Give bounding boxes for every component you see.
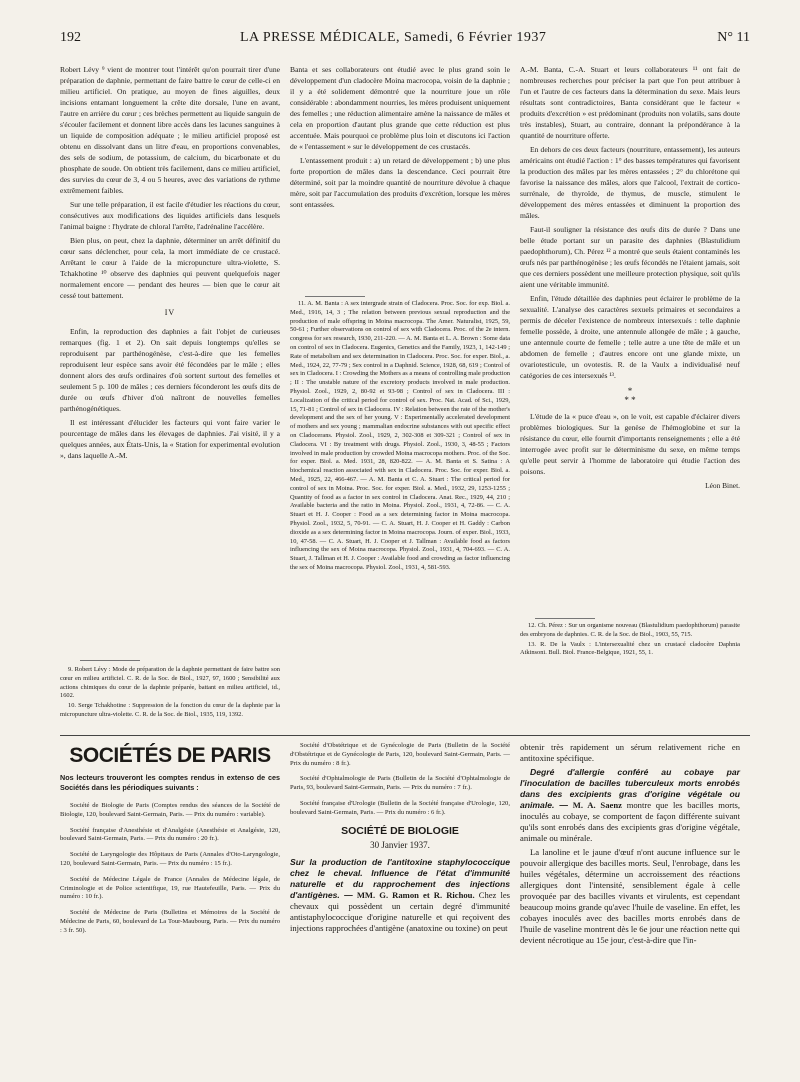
footnote-rule — [80, 660, 140, 661]
societe-entry: Société de Biologie de Paris (Comptes rendus des séances de la Société de Biologie, 120, boulevard Saint-Germain, Paris. — Prix du numéro : variable). — [60, 802, 280, 818]
item-text: obtenir très rapidement un sérum relativement riche en antitoxine spécifique. — [520, 742, 740, 763]
biologie-title: SOCIÉTÉ DE BIOLOGIE — [341, 824, 459, 837]
footnotes-col2 — [290, 300, 510, 574]
separator-stars: * * * — [624, 386, 636, 405]
paragraph: Bien plus, on peut, chez la daphnie, déterminer un arrêt définitif du cœur sans déclencher, pour cela, la mort immédiate de ce crustacé. Arrêtant le cœur à l'aide de la micropuncture ultra-violette, S. Tchakhotine ¹⁰ observe des daphnies qui peuvent quelquefois nager normalement encore — pendant des heures — bien que le cœur ait cessé tout battement. — [60, 236, 280, 300]
author-signature: Léon Binet. — [705, 481, 740, 490]
societe-entry: Société française d'Urologie (Bulletin de la Société française d'Urologie, 120, boulevard Saint-Germain, Paris. — Prix du numéro : 6 fr.). — [290, 799, 510, 816]
footnote: 9. Robert Lévy : Mode de préparation de la daphnie permettant de faire battre son cœur en milieu artificiel. C. R. de la Soc. de Biol., 1927, 97, 1600 ; Sensibilité aux actions chimiques du cœur de la daphnie préparée, battant en milieu artificiel, id., 1602. — [60, 666, 280, 700]
paragraph: L'étude de la « puce d'eau », on le voit, est capable d'éclairer divers problèmes biologiques. Sur la genèse de l'hémoglobine et sur la résistance du cœur, elle fournit d'importants renseignements ; elle a été interrogée avec profit sur le déterminisme du sexe, en même temps qu'elle peut servir à l'homme de laboratoire qui étudie l'action des poisons. — [520, 412, 740, 476]
page-header — [60, 30, 750, 52]
paragraph: Il est intéressant d'élucider les facteurs qui vont faire varier le pourcentage de mâles dans les élevages de daphnies. J'ai visité, il y a quelques années, aux États-Unis, la « Station for experimental evolution », dans laquelle A.-M. — [60, 418, 280, 460]
paragraph: Enfin, la reproduction des daphnies a fait l'objet de curieuses remarques (fig. 1 et 2). On sait depuis longtemps qu'elles se reproduisent par parthénogénèse, c'est-à-dire que les femelles reproduisent leur espèce sans avoir été fécondées par le mâle ; elles donnent alors des œufs ordinaires d'où sortent surtout des femelles et seulement 5 p. 100 de mâles ; ces derniers féconderont les œufs dits de durée ou œufs d'hiver d'où naîtront de nouvelles femelles parthénogénétiques. — [60, 327, 280, 413]
item-authors: MM. G. Ramon et R. Richou. — [356, 889, 475, 900]
paragraph: Enfin, l'étude détaillée des daphnies peut éclairer le problème de la sexualité. L'analyse des caractères sexuels primaires et secondaires a permis de déceler l'existence de nombreux intersexués : telle daphnie femelle possède, à droite, une antennule allongée de mâle ; à gauche, une antennule courte de femelle ; telle autre a une tête de mâle et un abdomen de femelle ; d'autres encore ont une glande mixte, un ovariotesticule, un ovotestis. R. de la Vaulx a individualisé neuf catégories de ces intersexués ¹³. — [520, 294, 740, 380]
societe-entry: Société de Médecine Légale de France (Annales de Médecine légale, de Criminologie et de Police scientifique, 19, rue Hautefeuille, Paris. — Prix du numéro : 10 fr.). — [60, 875, 280, 901]
item-text: montre que les bacilles morts, inoculés au cobaye, se comportent de façon différente suivant qu'ils sont enrobés dans des excipients gras d'origine végétale, animale ou minérale. — [520, 800, 740, 843]
biologie-column-3 — [520, 742, 740, 949]
societes-column-2 — [290, 742, 510, 937]
biologie-item — [520, 767, 740, 844]
paragraph: Faut-il souligner la résistance des œufs dits de durée ? Dans une belle étude portant sur un parasite des daphnies (Blastulidium paedophthorum), Ch. Pérez ¹² a montré que seuls étaient contaminés les œufs nés par parthénogénèse ; les œufs fécondés ne l'étaient jamais, soit que ces derniers possèdent une meilleure protection physique, soit qu'ils aient une véritable immunité. — [520, 225, 740, 289]
societes-intro: Nos lecteurs trouveront les comptes rendus in extenso de ces Sociétés dans les périodiques suivants : — [60, 773, 280, 792]
societe-entry: Société française d'Anesthésie et d'Analgésie (Anesthésie et Analgésie, 120, boulevard Saint-Germain, Paris. — Prix du numéro : 20 fr.). — [60, 826, 280, 843]
footnote: 11. A. M. Banta : A sex intergrade strain of Cladocera. Proc. Soc. for exp. Biol. a. Med., 1916, 14, 3 ; The relation between previous sexual reproduction and the production of male offspring in Moina macrocopa. The Amer. Naturalist, 1925, 59, 50-61 ; Further observations on control of sex with Cladocera. Proc. of the 2e intern. congress for sex research, 1930, 211-220. — A. M. Banta et L. A. Brown : Some data on control of sex in Cladocera. Eugenics, Genetics and the Family, 1923, 1, 142-149 ; Rate of metabolism and sex determination in Cladocera. Proc. Soc. for exper. Biol., a. Med., 1924, 22, 77-79 ; Sex control in a Daphnid. Science, 1928, 68, 619 ; Control of sex in Cladocera. I : Crowding the Mothers as a means of controlling male production ; II : The unstable nature of the excretory products involved in male production. Physiol. Zool., 1929, 2, 80-92 et 93-98 ; Control of sex in Cladocera. III : Localization of the critical period for control of sex. Proc. Nat. Acad. of Sci., 1929, 15, 71-81 ; Control of sex in Cladocera. IV : Relation between the rate of the mother's development and the sex of her young. V : Experimentally accelerated development of mothers and sex young ; mammalian endocrine substances with out specific effect on Cladocerans. Physiol. Zool., 1929, 2, 302-308 et 309-321 ; Control of sex in Cladocera. VI : By treatment with drugs. Physiol. Zool., 1930, 3, 48-55 ; Factors involved in male production by crowded Moina macrocopa mothers. Proc. of the Soc. for exper. Biol. a. Med. 1931, 28, 820-822. — A. M. Banta et S. Satina : A biochemical reaction associated with sex in Cladocera. Proc. Soc. for exper. Biol. a. Med., 1925, 22, 466-467. — A. M. Banta et C. A. Stuart : The critical period for control of sex in Moina. Proc. Soc. for exper. Biol. a. Med., 1932, 29, 1253-1255 ; Quantity of food as a factor in sex control in Cladocera. Anat. Rec., 1929, 44, 210 ; Available bacteria and the ratio in Moina. Physiol. Zool., 1931, 4, 72-86. — C. A. Stuart et H. J. Cooper : Food as a sex determining factor in Moina macrocopa. Physiol. Zool., 1932, 5, 70-91. — C. A. Stuart, H. J. Cooper et H. Gaddy : Carbon dioxide as a sex determining factor in Moina macrocopa. Journ. of exper. Biol., 1933, 10, 47-58. — C. A. Stuart, H. J. Cooper et J. Tallman : Available food as factors influencing the sex of Moina macrocopa. Physiol. Zool., 1931, 4, 704-693. — C. A. Stuart, J. Tallman et H. J. Cooper : Available food and crowding as factor influencing the sex of Moina macrocopa. Physiol. Zool., 1931, 4, 581-593. — [290, 300, 510, 571]
paragraph: En dehors de ces deux facteurs (nourriture, entassement), les auteurs américains ont étudié l'action : 1° des basses températures qui favorisent la production des mâles par les mères entassées ; 2° du chlorétone qui favorise la naissance des mâles, alors que l'alcool, l'extrait de cortico-surrénale, de thyroïde, de thymus, de muscle, stimulent le développement des mères entassées et diminuent la proportion des mâles. — [520, 145, 740, 220]
column-2 — [290, 64, 510, 213]
societes-column — [60, 744, 280, 943]
societe-entry: Société d'Obstétrique et de Gynécologie de Paris (Bulletin de la Société d'Obstétrique et de Gynécologie de Paris, 120, boulevard Saint-Germain, Paris. — Prix du numéro : 8 fr.). — [290, 742, 510, 767]
societe-entry: Société de Laryngologie des Hôpitaux de Paris (Annales d'Oto-Laryngologie, 120, boulevard Saint-Germain, Paris. — Prix du numéro : 15 fr.). — [60, 851, 280, 867]
column-1 — [60, 64, 280, 464]
item-text: Chez les chevaux qui possèdent un certain degré d'immunité antistaphylococcique d'origine naturelle et qui reçoivent des injections rapprochées d'antigène (anatoxine ou toxine) on peut — [290, 889, 511, 933]
paragraph: A.-M. Banta, C.-A. Stuart et leurs collaborateurs ¹¹ ont fait de nombreuses recherches pour préciser la part que l'on peut attribuer à l'un et l'autre de ces facteurs dans la détermination du sexe. Mais leurs résultats sont contradictoires, Banta considérant que le facteur « produits d'excrétion » est prédominant (produits non volatils, sans doute très instables), Stuart, au contraire, donnant la prépondérance à la quantité de nourriture offerte. — [520, 65, 740, 140]
section-number: IV — [164, 308, 176, 317]
footnote-rule — [535, 618, 595, 619]
paragraph: L'entassement produit : a) un retard de développement ; b) une plus forte proportion de mâles dans la descendance. Ceci pourrait être déterminé, soit par la moindre quantité de nourriture dévolue à chaque mère, soit par l'accumulation des produits d'excrétion, lorsque les mères sont entassées. — [290, 156, 510, 209]
footnote: 13. R. De la Vaulx : L'intersexualité chez un crustacé cladocère Daphnia Atkinsoni. Bull. Biol. France-Belgique, 1921, 55, 1. — [520, 640, 740, 657]
footnotes-col3 — [520, 622, 740, 659]
item-text: La lanoline et le jaune d'œuf n'ont aucune influence sur le pouvoir allergique des bacilles morts. Seul, l'enrobage, dans les huiles végétales, détermine un accroissement des réactions allergiques dont l'intensité, sensiblement égale à celle provoquée par des bacilles vivants et virulents, est cependant beaucoup moins grande qu'avec l'huile de vaseline. En effet, les cobayes inoculés avec des bacilles morts enrobés dans de l'huile de vaseline montrent dès le 6e jour une réaction nette qui devient nécrotique au 15e jour, c'est-à-dire que l'in- — [520, 847, 740, 945]
footnotes-col1 — [60, 666, 280, 721]
page-number: 192 — [60, 30, 81, 45]
footnote: 10. Serge Tchakhotine : Suppression de la fonction du cœur de la daphnie par la micropuncture ultra-violette. C. R. de la Soc. de Biol., 1935, 119, 1392. — [60, 702, 280, 718]
issue-number: N° 11 — [717, 30, 750, 45]
paragraph: Sur une telle préparation, il est facile d'étudier les réactions du cœur, consécutives aux modifications des liquides artificiels dans lesquels l'animal baigne : l'hydrate de chloral l'arrête, l'adrénaline l'accélère. — [60, 200, 280, 231]
societes-title: SOCIÉTÉS DE PARIS — [69, 744, 271, 767]
journal-title: LA PRESSE MÉDICALE, Samedi, 6 Février 1937 — [240, 30, 547, 45]
item-heading: Sur la production de l'antitoxine staphylococcique chez le cheval. Influence de l'état d'immunité naturelle et du rapprochement des injections d'antigènes. — — [290, 856, 510, 900]
paragraph: Banta et ses collaborateurs ont étudié avec le plus grand soin le développement d'un cladocère Moina macrocopa, voisin de la daphnie ; il y a été solidement démontré que la nourriture joue un rôle considérable : abondamment nourries, les mères produisent uniquement des femelles ; une réduction alimentaire amène la naissance de mâles et cela en proportion d'autant plus grande que cette réduction est plus accentuée. Mais pourquoi ce problème plus loin et discutons ici l'action de « l'entassement » sur le développement de ces crustacés. — [290, 65, 510, 151]
societe-entry: Société d'Ophtalmologie de Paris (Bulletin de la Société d'Ophtalmologie de Paris, 93, boulevard Saint-Germain, Paris. — Prix du numéro : 7 fr.). — [290, 775, 510, 792]
column-3 — [520, 64, 740, 491]
section-divider — [60, 735, 750, 736]
footnote-rule — [305, 296, 365, 297]
paragraph: Robert Lévy ⁹ vient de montrer tout l'intérêt qu'on pourrait tirer d'une préparation de daphnie, permettant de faire battre le cœur de celle-ci en milieu artificiel. On pratique, au moyen de fines aiguilles, deux incisions entamant longuement la crête dite dorsale, l'une en avant, l'autre en arrière du cœur ; ces brèches permettent au liquide sanguin de s'écouler facilement et donnent libre accès dans les lacunes sanguines à un liquide de composition adéquate ; le milieu artificiel proposé est obtenu en dissolvant dans un litre d'eau, en proportions convenables, des sels de sodium, de potassium, de calcium, du bicarbonate et du phosphate de soude. On obtient très facilement, dans ce milieu artificiel, des survies du cœur de 3, 4 ou 5 heures, avec des variations de rythme extrêmement faibles. — [60, 65, 280, 195]
biologie-item — [290, 857, 510, 934]
biologie-date: 30 Janvier 1937. — [370, 839, 430, 850]
item-heading: Degré d'allergie conféré au cobaye par l'inoculation de bacilles tuberculeux morts enrobés dans des excipients gras d'origine végétale ou animale. — — [520, 767, 740, 810]
item-authors: M. A. Saenz — [572, 800, 622, 810]
footnote: 12. Ch. Pérez : Sur un organisme nouveau (Blastulidium paedophthorum) parasite des embryons de daphnies. C. R. de la Soc. de Biol., 1903, 55, 715. — [520, 622, 740, 638]
societe-entry: Société de Médecine de Paris (Bulletins et Mémoires de la Société de Médecine de Paris, 60, boulevard de La Tour-Maubourg, Paris. — Prix du numéro : 3 fr. 50). — [60, 909, 280, 934]
